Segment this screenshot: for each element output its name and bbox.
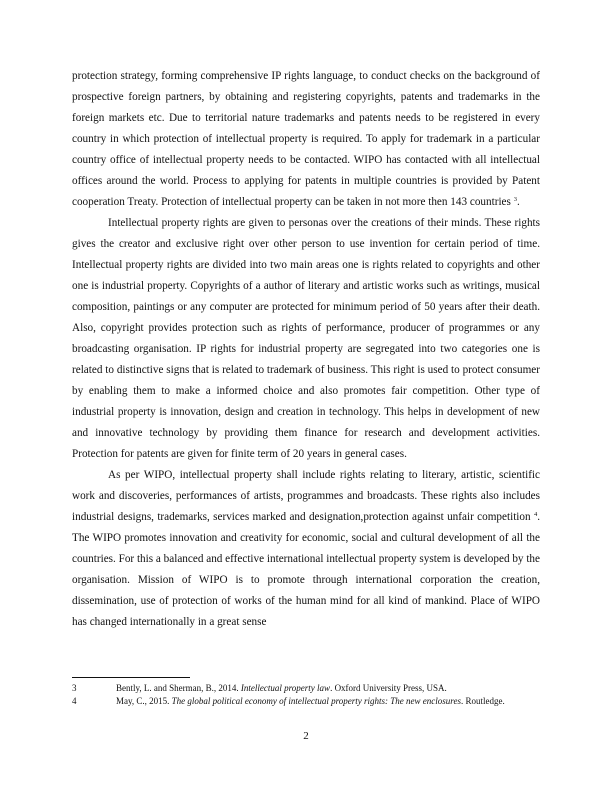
- footnote-text: [116, 683, 540, 695]
- page-number: 2: [303, 730, 309, 742]
- footnote-number: 3: [72, 683, 77, 693]
- footnote-separator: [72, 677, 190, 678]
- body-text: [72, 66, 540, 633]
- citation-publisher: . Routledge.: [460, 695, 505, 706]
- citation-authors: May, C., 2015.: [116, 695, 172, 706]
- footnote-4: [72, 696, 540, 708]
- paragraph-text: Intellectual property rights are given to personas over the creations of their minds. These rights gives the creator and exclusive right over other person to use invention for certain period of time. Intellectual property rights are divided into two main areas one is rights related to copyrights and other one is industrial property. Copyrights of a author of literary and artistic works such as writings, musical composition, paintings or any computer are protected for minimum period of 50 years after their death. Also, copyright provides protection such as rights of performance, producer of programmes or any broadcasting organisation. IP rights for industrial property are segregated into two categories one is related to distinctive signs that is related to trademark of business. This right is used to protect consumer by enabling them to make a informed choice and also promotes fair competition. Other type of industrial property is innovation, design and creation in technology. This helps in development of new and innovative technology by providing them finance for research and development activities. Protection for patents are given for finite term of 20 years in general cases.: [72, 217, 540, 460]
- paragraph-text: As per WIPO, intellectual property shall include rights relating to literary, artistic, scientific work and discoveries, performances of artists, programmes and broadcasts. These rights also includes industrial designs, trademarks, services marked and designation,protection against unfair competition: [72, 469, 540, 523]
- footnotes: [72, 683, 540, 707]
- footnote-ref-3[interactable]: 3: [513, 196, 517, 203]
- paragraph-text: . The WIPO promotes innovation and creativity for economic, social and cultural development of all the countries. For this a balanced and effective international intellectual property system is developed by the organisation. Mission of WIPO is to promote through international corporation the creation, dissemination, use of protection of works of the human mind for all kind of mankind. Place of WIPO has changed internationally in a great sense: [72, 511, 540, 628]
- paragraph-3: [72, 465, 540, 633]
- paragraph-text: protection strategy, forming comprehensive IP rights language, to conduct checks on the background of prospective foreign partners, by obtaining and registering copyrights, patents and trademarks in the foreign markets etc. Due to territorial nature trademarks and patents needs to be registered in every country in which protection of intellectual property is required. To apply for trademark in a particular country office of intellectual property needs to be contacted. WIPO has contacted with all intellectual offices around the world. Process to applying for patents in multiple countries is provided by Patent cooperation Treaty. Protection of intellectual property can be taken in not more then 143 countries: [72, 70, 540, 208]
- citation-authors: Bently, L. and Sherman, B., 2014.: [116, 683, 241, 693]
- footnote-3: [72, 683, 540, 695]
- citation-title: Intellectual property law: [240, 683, 331, 693]
- citation-title: The global political economy of intellectual property rights: The new enclosures: [171, 695, 461, 706]
- paragraph-text: .: [516, 196, 520, 208]
- footnote-text: [116, 696, 540, 708]
- paragraph-2: [72, 213, 540, 465]
- paragraph-1: [72, 66, 540, 213]
- footnote-number: 4: [72, 695, 77, 706]
- footnote-ref-4[interactable]: 4: [533, 511, 538, 518]
- citation-publisher: . Oxford University Press, USA.: [330, 683, 447, 693]
